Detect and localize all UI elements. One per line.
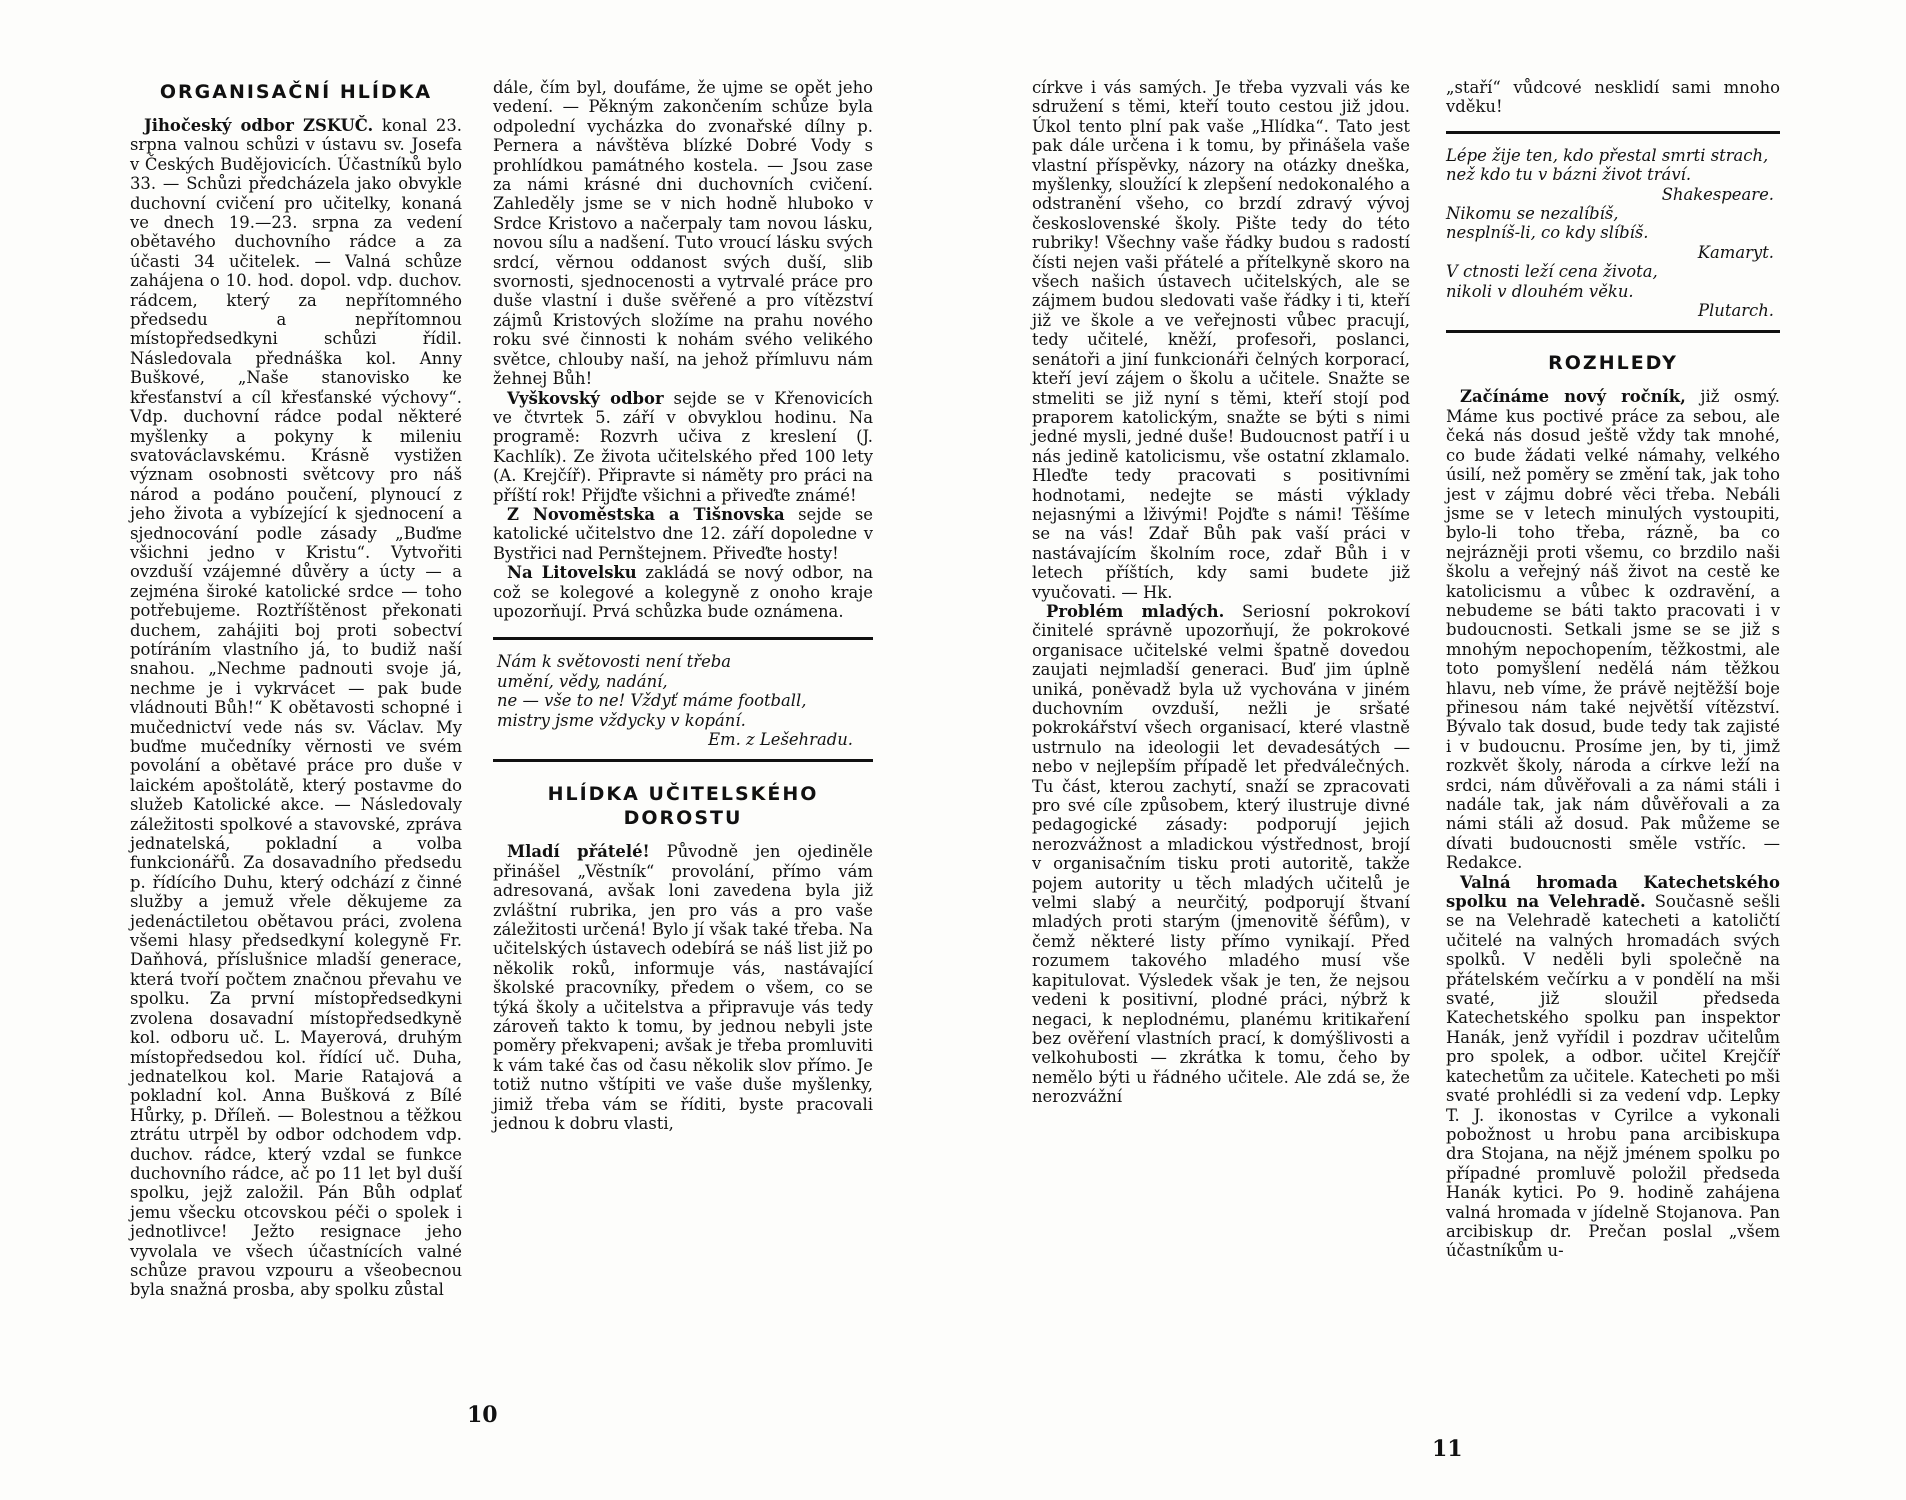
paragraph-mladi-pratele [493, 842, 873, 1133]
quote-plutarch [1446, 262, 1780, 320]
lead-vyskovsky-odbor: Vyškovský odbor [507, 388, 664, 408]
quote-author: Shakespeare. [1661, 184, 1774, 204]
lead-mladi-pratele: Mladí přátelé! [507, 842, 650, 862]
paragraph-problem-mladych [1032, 602, 1410, 1107]
divider-rule [493, 759, 873, 762]
column-left-2 [493, 78, 873, 1134]
paragraph-vyskovsky-odbor [493, 389, 873, 505]
lead-litovelsko: Na Litovelsku [507, 563, 637, 583]
text-problem-mladych: Seriosní pokrokoví činitelé správně upozorňují, že pokrokové organisace učitelské velmi špatně dovedou zaujati nejmladší generaci. Buď jim úplně uniká, poněvadž byla už vychována v jiném duchovním ovzduší, nežli je sršaté pokrokářství všech organisací, které vlastně ustrnulo na ideologii let devadesátých — nebo v nejlepším případě let předválečných. Tu část, kterou zachytí, snaží se zpracovati pro své cíle způsobem, který ilustruje divné pedagogické zásady: podporují jejich nerozvážnost a mladickou výstřednost, brojí v organisačním tisku proti autoritě, takže pojem autority u těch mladých učitelů je velmi slabý a neurčitý, podporují štvaní mladých proti starým (jmenovitě šéfům), v čemž některé listy přímo vynikají. Před rozumem takového mladého musí vše kapitulovat. Výsledek však je ten, že nejsou vedeni k positivní, plodné práci, nýbrž k negaci, k neplodnému, planému kritikaření bez ověření vlastních prací, k domýšlivosti a velkohubosti — zkrátka k tomu, čeho by nemělo býti u řádného učitele. Ale zdá se, že nerozvážní [1032, 601, 1411, 1107]
poem-line: ne — vše to ne! Vždyť máme football, [497, 691, 807, 711]
quote-line: V ctnosti leží cena života, [1446, 262, 1658, 282]
column-left-1 [130, 80, 462, 1300]
quote-line: Nikomu se nezalíbíš, [1446, 204, 1619, 224]
lead-problem-mladych: Problém mladých. [1046, 601, 1225, 621]
text-mladi-pratele: Původně jen ojediněle přinášel „Věstník“ provolání, přímo vám adresovaná, avšak loni zavedena byla již zvláštní rubrika, jen pro vás a pro vaše záležitosti určená! Bylo jí však také třeba. Na učitelských ústavech odebírá se náš list již po několik roků, informuje vás, nastávající školské pracovníky, předem o všem, co se týká školy a učitelstva a připravuje vás tedy zároveň takto k tomu, by jednou nebyli jste poměry překvapeni; avšak je třeba promluviti k vám také čas od času několik slov přímo. Je totiž nutno vštípiti ve vaše duše myšlenky, jimiž třeba vám se říditi, byste pracovali jednou k dobru vlasti, [493, 842, 873, 1134]
column-right-1 [1032, 78, 1410, 1107]
text-novy-rocnik: již osmý. Máme kus poctivé práce za sebou, ale čeká nás dosud ještě vždy tak mnohé, co bude žádati velké námahy, velkého úsilí, než poměry se změní tak, jak toho jest v zájmu dobré věci třeba. Nebáli jsme se v letech minulých vystoupiti, bylo-li toho třeba, rázně, ba co nejrázněji proti všemu, co brzdilo naši školu a veřejný náš život na cestě ke katolicismu a vůbec k ozdravění, a nebudeme se báti takto pracovati i v budoucnosti. Setkali jsme se se již s mnohým nepochopením, těžkostmi, ale toto pomyšlení nedělá nám těžkou hlavu, neb víme, že právě nejtěžší boje přinesou nám také největší vítězství. Bývalo tak dosud, bude tedy tak zajisté i v budoucnu. Prosíme jen, by ti, jimž rozkvět školy, národa a církve leží na srdci, nám důvěřovali a za námi stáli i nadále tak, jak nám důvěřovali a za námi stáli až dosud. Pak můžeme se dívati budoucnosti směle vstříc. — Redakce. [1446, 387, 1780, 873]
heading-rozhledy: ROZHLEDY [1548, 352, 1678, 375]
heading-organisacni-hlidka: ORGANISAČNÍ HLÍDKA [159, 81, 433, 103]
poem-line: mistry jsme vždycky v kopání. [497, 710, 746, 730]
paragraph-cont-dorost [1032, 78, 1410, 602]
text-cont-dorost: církve i vás samých. Je třeba vyzvali vás ke sdružení s těmi, kteří touto cestou již jdou. Úkol tento plní pak vaše „Hlídka“. Tato jest pak dále určena i k tomu, by přinášela vaše vlastní příspěvky, názory na otázky dneška, myšlenky, sloužící k zlepšení nedokonalého a odstranění všeho, co brzdí zdravý vývoj československé školy. Pište tedy do této rubriky! Všechny vaše řádky budou s radostí čísti nejen vaši přátelé a přítelkyně skoro na všech našich ústavech učitelských, ale se zájmem budou sledovati vaše řádky i ti, kteří již ve škole a ve veřejnosti vůbec pracují, tedy učitelé, kněží, profesoři, poslanci, senátoři a jiní funkcionáři čelných korporací, kteří jeví zájem o školu a učitele. Snažte se stmeliti se již nyní s těmi, kteří stojí pod praporem katolickým, snažte se býti s nimi jedné mysli, jedné duše! Budoucnost patří i u nás jedině katolicismu, vše ostatní zklamalo. Hleďte tedy pracovati s positivními hodnotami, nedejte se másti výklady nejasnými a lživými! Pojďte s námi! Těšíme se na vás! Zdař Bůh pak vaší práci v nastávajícím školním roce, zdař Bůh i v letech příštích, kdy sami budete již vyučovati. — Hk. [1032, 78, 1410, 602]
text-litovelsko: zakládá se nový odbor, na což se kolegové a kolegyně z onoho kraje upozorňují. Prvá schůzka bude oznámena. [493, 563, 873, 621]
poem-lesehrad [493, 652, 873, 749]
paragraph-valna-hromada [1446, 873, 1780, 1261]
text-cont-problem: „staří“ vůdcové nesklidí sami mnoho vděku! [1446, 78, 1780, 117]
lead-novy-rocnik: Začínáme nový ročník, [1460, 387, 1686, 407]
text-valna-hromada: Současně sešli se na Velehradě katecheti a katoličtí učitelé na valných hromadách svých spolků. V neděli byli společně na přátelském večírku a v pondělí na mši svaté, již sloužil předseda Katechetského spolku pan inspektor Hanák, jenž vyřídil i pozdrav učitelům pro spolek, a odbor. učitel Krejčíř katechetům za učitele. Katecheti po mši svaté prohlédli si za vedení vdp. Lepky T. J. ikonostas v Cyrilce a vykonali pobožnost u hrobu pana arcibiskupa dra Stojana, na nějž jménem spolku po případné promluvě položil předseda Hanák kytici. Po 9. hodině zahájena valná hromada v jídelně Stojanova. Pan arcibiskup dr. Prečan poslal „všem účastníkům u- [1446, 892, 1780, 1261]
poem-author: Em. z Lešehradu. [708, 730, 853, 749]
lead-valna-hromada: Valná hromada Katechetského spolku na Velehradě. [1446, 872, 1780, 912]
quote-line: nikoli v dlouhém věku. [1446, 281, 1634, 301]
page-number-left: 10 [467, 1402, 498, 1428]
quote-author: Plutarch. [1698, 301, 1774, 321]
paragraph-novomestsko [493, 505, 873, 563]
text-cont-jihocesky: dále, čím byl, doufáme, že ujme se opět jeho vedení. — Pěkným zakončením schůze byla odpolední vycházka do zvonařské dílny p. Pernera a návštěva blízké Dobré Vody s prohlídkou památného kostela. — Jsou zase za námi krásné dni duchovních cvičení. Zahleděly jsme se v nich hodně hluboko v Srdce Kristovo a načerpaly tam novou lásku, novou sílu a nadšení. Tuto vroucí lásku svých srdcí, věrnou oddanost svých duší, slib svornosti, sjednocenosti a vytrvalé práce pro duše vlastní i duše svěřené a pro vítězství zájmů Kristových složíme na prahu nového roku své činnosti k nohám svého velikého světce, chlouby naší, na jehož přímluvu nám žehnej Bůh! [493, 78, 873, 389]
paragraph-jihocesky-odbor [130, 116, 462, 1300]
paragraph-novy-rocnik [1446, 387, 1780, 872]
heading-hlidka-dorostu-2: DOROSTU [623, 807, 743, 830]
column-right-2 [1446, 78, 1780, 1261]
quote-shakespeare [1446, 146, 1780, 204]
text-novomestsko: sejde se katolické učitelstvo dne 12. září dopoledne v Bystřici nad Pernštejnem. Přiveďte hosty! [493, 504, 873, 563]
divider-rule [1446, 330, 1780, 333]
text-jihocesky-odbor: konal 23. srpna valnou schůzi v ústavu sv. Josefa v Českých Budějovicích. Účastníků bylo 33. — Schůzi předcházela jako obvykle duchovní cvičení pro učitelky, konaná ve dnech 19.—23. srpna za vedení obětavého duchovního rádce a za účasti 34 učitelek. — Valná schůze zahájena o 10. hod. dopol. vdp. duchov. rádcem, který za nepřítomného předsedu a nepřítomnou místopředsedkyni schůzi řídil. Následovala přednáška kol. Anny Buškové, „Naše stanovisko ke křesťanství a cíl křesťanské výchovy“. Vdp. duchovní rádce podal některé myšlenky a pokyny k mileniu svatováclavskému. Krásně vystižen význam osobnosti světcovy pro náš národ a podáno poučení, plynoucí z jeho života a vybízející k sjednocení a sjednocování podle zásady „Buďme všichni jedno v Kristu“. Vytvořiti ovzduší vzájemné důvěry a úcty — a zejména široké katolické srdce — toho potřebujeme. Roztříštěnost překonati duchem, zahájiti boj proti sobectví potíráním vlastního já, to budiž naší snahou. „Nechme padnouti svoje já, nechme je i vykrvácet — pak bude vládnouti Bůh!“ K obětavosti schopné i mučednictví vede nás sv. Václav. My buďme mučedníky věrnosti ve svém povolání a obětavé práce pro duše v laickém apoštolátě, který postavme do služeb Katolické akce. — Následovaly záležitosti spolkové a stavovské, zpráva jednatelská, pokladní a volba funkcionářů. Za dosavadního předsedu p. řídícího Duhu, který odchází z činné služby a jemuž vřele děkujeme za jedenáctiletou obětavou práci, zvolena všemi hlasy předsedkyní kolegyně Fr. Daňhová, příslušnice mladší generace, která tvoří počtem značnou převahu ve spolku. Za první místopředsedkyni zvolena dosavadní místopředsedkyně kol. odboru uč. L. Mayerová, druhým místopředsedou kol. řídící uč. Duha, jednatelkou kol. Marie Ratajová a pokladní kol. Anna Bušková z Bílé Hůrky, p. Dříleň. — Bolestnou a těžkou ztrátu utrpěl by odbor odchodem vdp. duchov. rádce, který vzdal se funkce duchovního rádce, ač po 11 let byl duší spolku, jejž založil. Pán Bůh odplať jemu všecku otcovskou péči o spolek i jednotlivce! Ježto resignace jeho vyvolala ve všech účastnících valné schůze pravou vzpouru a všeobecnou byla snažná prosba, aby spolku zůstal [130, 116, 462, 1300]
quote-kamaryt [1446, 204, 1780, 262]
lead-jihocesky-odbor: Jihočeský odbor ZSKUČ. [144, 116, 374, 135]
heading-hlidka-dorostu-1: HLÍDKA UČITELSKÉHO [547, 783, 819, 806]
poem-line: Nám k světovosti není třeba [497, 652, 732, 672]
lead-novomestsko: Z Novoměstska a Tišnovska [507, 504, 785, 524]
divider-rule [1446, 131, 1780, 134]
quote-line: nesplníš-li, co kdy slíbíš. [1446, 223, 1649, 243]
text-vyskovsky-odbor: sejde se v Křenovicích ve čtvrtek 5. září v obvyklou hodinu. Na programě: Rozvrh učiva z kreslení (J. Kachlík). Ze života učitelského před 100 lety (A. Krejčíř). Připravte si náměty pro práci na příští rok! Přijďte všichni a přiveďte známé! [493, 388, 873, 505]
paragraph-cont-jihocesky [493, 78, 873, 389]
quote-author: Kamaryt. [1697, 242, 1774, 262]
poem-line: umění, vědy, nadání, [497, 671, 668, 691]
quote-line: než kdo tu v bázni život tráví. [1446, 165, 1692, 185]
paragraph-cont-problem [1446, 78, 1780, 117]
page-number-right: 11 [1432, 1436, 1463, 1462]
paragraph-litovelsko [493, 563, 873, 621]
quote-line: Lépe žije ten, kdo přestal smrti strach, [1446, 145, 1769, 165]
divider-rule [493, 637, 873, 640]
